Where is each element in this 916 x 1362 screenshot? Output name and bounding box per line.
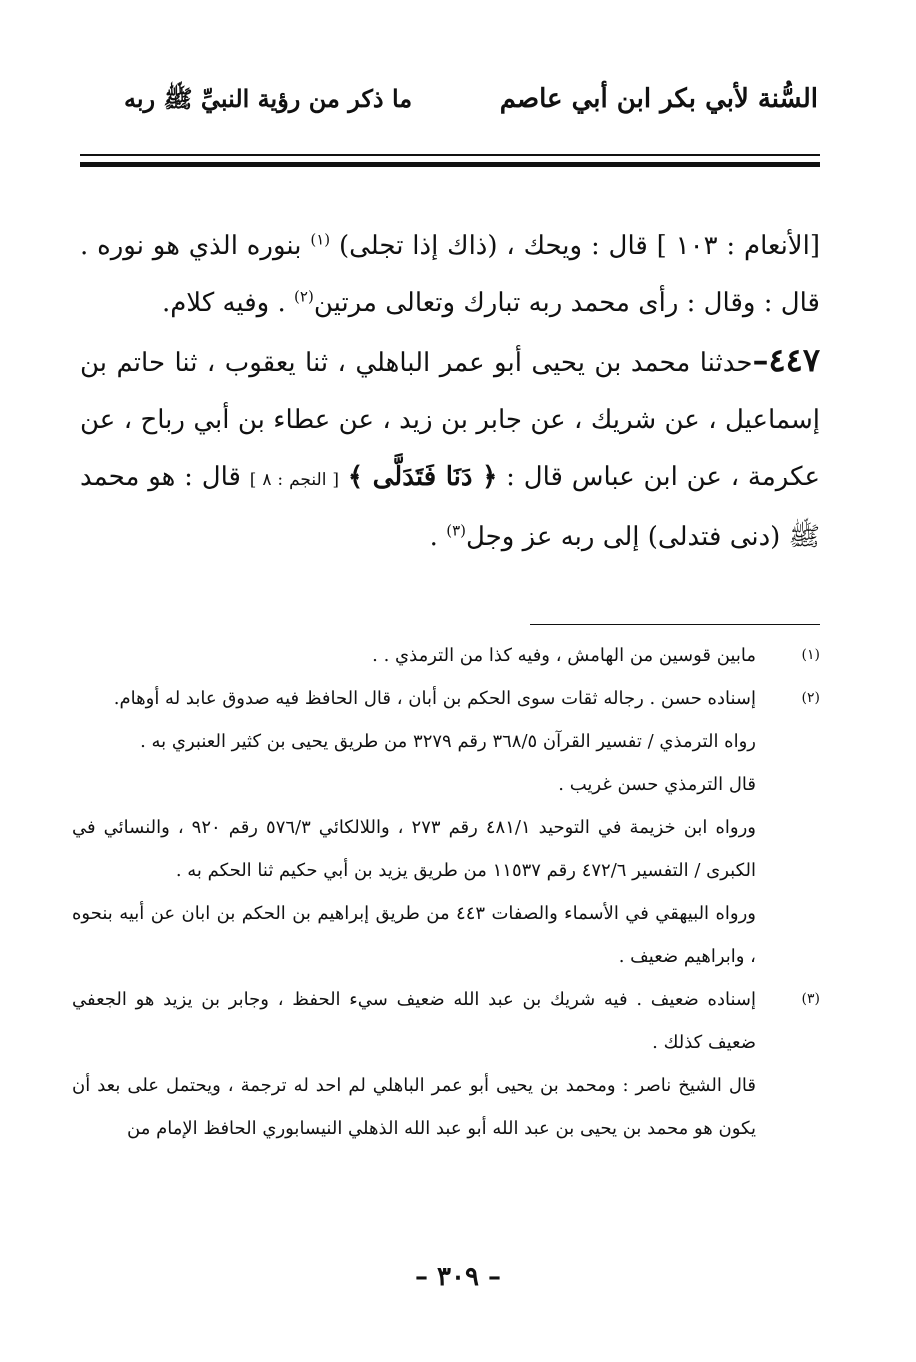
header-rule-thin <box>80 154 820 156</box>
quran-verse: ﴿ دَنَا فَتَدَلَّى ﴾ <box>347 462 498 492</box>
footnote-3-paragraph: قال الشيخ ناصر : ومحمد بن يحيى أبو عمر الباهلي لم احد له ترجمة ، ويحتمل على بعد أن يكون هو محمد بن يحيى بن عبد الله أبو عبد الله الذهلي النيسابوري الحافظ الإمام من <box>72 1075 756 1139</box>
footnote-text: إسناده حسن . رجاله ثقات سوى الحكم بن أبان ، قال الحافظ فيه صدوق عابد له أوهام. <box>113 688 756 709</box>
footnote-2-paragraph: ورواه البيهقي في الأسماء والصفات ٤٤٣ من طريق إبراهيم بن الحكم بن ابان عن أبيه بنحوه ، وابراهيم ضعيف . <box>72 903 756 967</box>
footnote-2-paragraph: ورواه ابن خزيمة في التوحيد ٤٨١/١ رقم ٢٧٣ ، واللالكائي ٥٧٦/٣ رقم ٩٢٠ ، والنسائي في الكبرى / التفسير ٤٧٢/٦ رقم ١١٥٣٧ من طريق يزيد بن أبي حكيم ثنا الحكم به . <box>72 817 756 881</box>
footnote-ref-1: (١) <box>310 230 331 249</box>
footnote-ref-3: (٣) <box>446 521 466 540</box>
hadith-number: ٤٤٧ <box>768 341 820 379</box>
footnote-text: إسناده ضعيف . فيه شريك بن عبد الله ضعيف سيء الحفظ ، وجابر بن يزيد هو الجعفي ضعيف كذلك . <box>72 989 756 1053</box>
footnote-2-paragraph: قال الترمذي حسن غريب . <box>558 774 756 795</box>
footnote-number: (١) <box>801 647 820 663</box>
footnote-2 <box>72 677 820 720</box>
main-text <box>80 218 820 566</box>
text-segment: [الأنعام : ١٠٣ ] قال : ويحك ، (ذاك إذا تجلى) <box>338 231 820 261</box>
footnote-separator <box>530 624 820 625</box>
text-segment: . وفيه كلام. <box>161 288 286 318</box>
footnotes <box>72 634 820 1150</box>
header-rule-thick <box>80 162 820 167</box>
hadith-dash: – <box>752 341 769 379</box>
footnote-ref-2: (٢) <box>294 287 314 306</box>
footnote-2-paragraph: رواه الترمذي / تفسير القرآن ٣٦٨/٥ رقم ٣٢٧٩ من طريق يحيى بن كثير العنبري به . <box>140 731 756 752</box>
text-segment: . <box>429 522 438 552</box>
page-number: – ٣٠٩ – <box>414 1262 502 1292</box>
footnote-number: (٢) <box>801 690 820 706</box>
footnote-3 <box>72 978 820 1064</box>
text-segment: بنوره الذي هو نوره . قال : وقال : رأى محمد ربه تبارك وتعالى مرتين <box>80 231 820 318</box>
footnote-1 <box>72 634 820 677</box>
hadith-matn: قال : هو محمد ﷺ (دنى فتدلى) إلى ربه عز وجل <box>80 462 820 552</box>
verse-citation: [ النجم : ٨ ] <box>249 470 339 490</box>
chapter-title: ما ذكر من رؤية النبيِّ ﷺ ربه <box>124 84 413 113</box>
footnote-text: مابين قوسين من الهامش ، وفيه كذا من الترمذي . . <box>372 645 756 666</box>
footnote-number: (٣) <box>801 991 820 1007</box>
hadith-paragraph <box>80 332 820 566</box>
hadith-isnad: حدثنا محمد بن يحيى أبو عمر الباهلي ، ثنا يعقوب ، ثنا حاتم بن إسماعيل ، عن شريك ، عن جابر بن زيد ، عن عطاء بن أبي رباح ، عن عكرمة ، عن ابن عباس قال : <box>80 348 821 492</box>
book-title: السُّنة لأبي بكر ابن أبي عاصم <box>499 84 818 114</box>
continuation-paragraph <box>80 218 820 332</box>
